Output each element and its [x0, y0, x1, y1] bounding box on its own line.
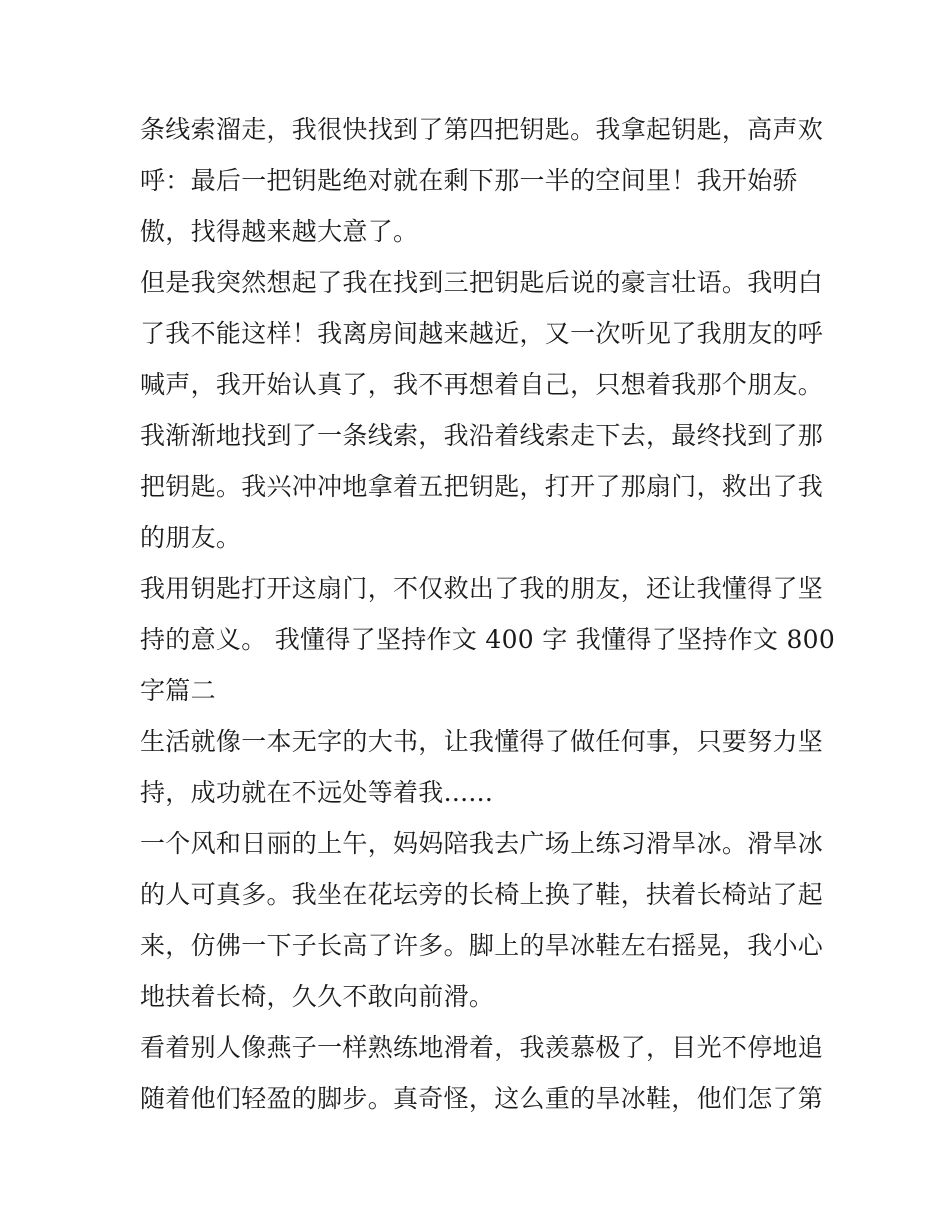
- text-line: 持的意义。 我懂得了坚持作文 400 字 我懂得了坚持作文 800: [140, 625, 836, 654]
- paragraph-3: [140, 563, 836, 716]
- text-line: 地扶着长椅，久久不敢向前滑。: [140, 982, 495, 1011]
- text-line: 傲，找得越来越大意了。: [140, 217, 419, 246]
- section-heading-line: 字篇二: [140, 676, 216, 705]
- text-line: 把钥匙。我兴冲冲地拿着五把钥匙，打开了那扇门，救出了我: [140, 472, 824, 501]
- paragraph-2: [140, 257, 824, 563]
- text-line: 但是我突然想起了我在找到三把钥匙后说的豪言壮语。我明白: [140, 268, 824, 297]
- text-line: 呼：最后一把钥匙绝对就在剩下那一半的空间里！我开始骄: [140, 166, 798, 195]
- text-line: 了我不能这样！我离房间越来越近，又一次听见了我朋友的呼: [140, 319, 824, 348]
- text-line: 看着别人像燕子一样熟练地滑着，我羡慕极了，目光不停地追: [140, 1033, 824, 1062]
- text-line: 随着他们轻盈的脚步。真奇怪，这么重的旱冰鞋，他们怎了第: [140, 1084, 824, 1113]
- text-line: 我用钥匙打开这扇门，不仅救出了我的朋友，还让我懂得了坚: [140, 574, 824, 603]
- paragraph-6: [140, 1022, 824, 1124]
- text-line: 一个风和日丽的上午，妈妈陪我去广场上练习滑旱冰。滑旱冰: [140, 829, 824, 858]
- document-body: [140, 104, 836, 1124]
- paragraph-4: [140, 716, 824, 818]
- text-line: 的人可真多。我坐在花坛旁的长椅上换了鞋，扶着长椅站了起: [140, 880, 824, 909]
- paragraph-5: [140, 818, 824, 1022]
- text-line: 的朋友。: [140, 523, 242, 552]
- text-line: 条线索溜走，我很快找到了第四把钥匙。我拿起钥匙，高声欢: [140, 115, 824, 144]
- text-line: 来，仿佛一下子长高了许多。脚上的旱冰鞋左右摇晃，我小心: [140, 931, 824, 960]
- text-line: 持，成功就在不远处等着我......: [140, 778, 494, 807]
- paragraph-1: [140, 104, 824, 257]
- text-line: 喊声，我开始认真了，我不再想着自己，只想着我那个朋友。: [140, 370, 824, 399]
- text-line: 生活就像一本无字的大书，让我懂得了做任何事，只要努力坚: [140, 727, 824, 756]
- text-line: 我渐渐地找到了一条线索，我沿着线索走下去，最终找到了那: [140, 421, 824, 450]
